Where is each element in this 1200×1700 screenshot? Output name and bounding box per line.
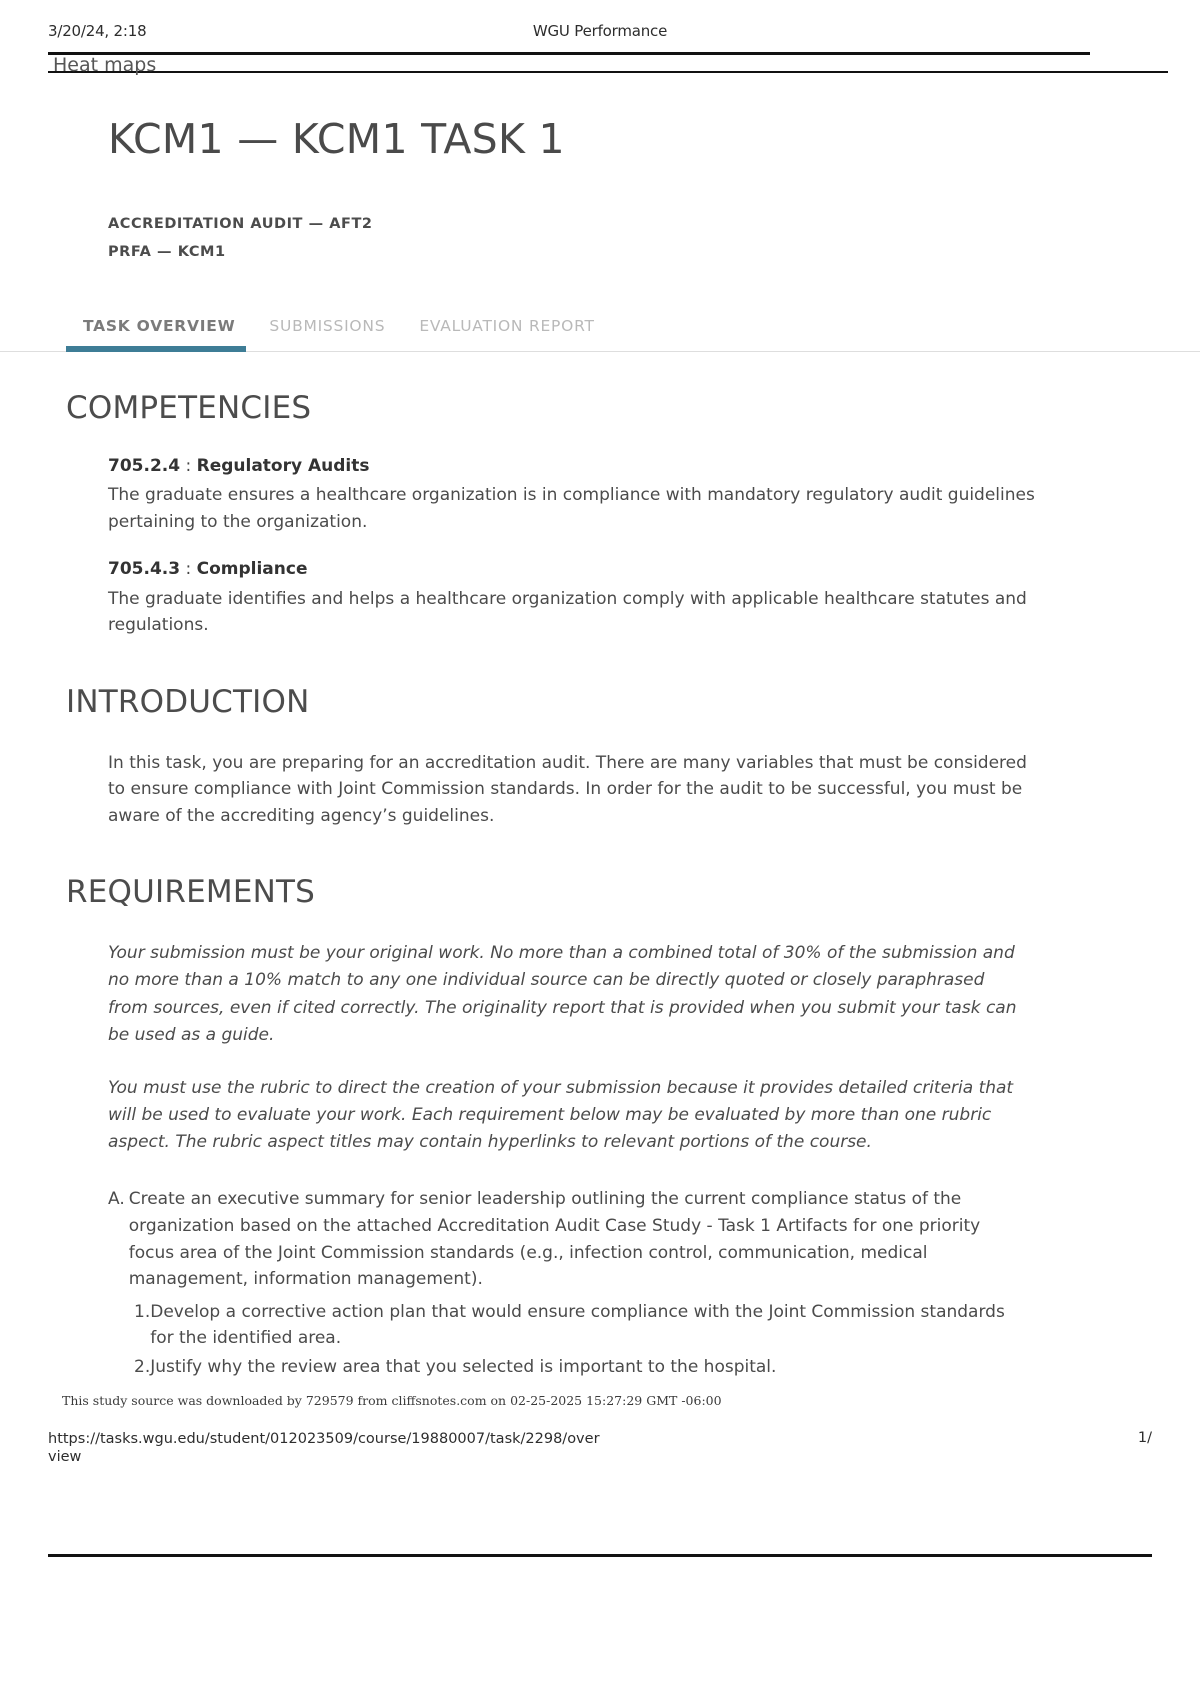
- print-footer: [48, 1430, 1152, 1466]
- introduction-paragraph: In this task, you are preparing for an accreditation audit. There are many variables that must be considered to ensure compliance with Joint Commission standards. In order for the audit to be successful, you must be aware of the accrediting agency’s guidelines.: [108, 752, 1027, 826]
- requirement-subitem-marker: 2.: [134, 1356, 151, 1377]
- competency-title: [108, 454, 1120, 480]
- breadcrumb-label: Heat maps: [53, 55, 157, 75]
- print-header-date: 3/20/24, 2:18: [48, 22, 147, 40]
- requirements-note-originality: Your submission must be your original work. No more than a combined total of 30% of the submission and no more than a 10% match to any one individual source can be directly quoted or closely paraphrased from sources, even if cited correctly. The originality report that is provided when you submit your task can be used as a guide.: [108, 943, 1017, 1045]
- competency-description: The graduate ensures a healthcare organization is in compliance with mandatory regulatory audit guidelines pertaining to the organization.: [108, 485, 1035, 532]
- section-requirements: [0, 829, 1200, 1380]
- requirement-subitem-text: Justify why the review area that you selected is important to the hospital.: [150, 1356, 777, 1377]
- competencies-list: [66, 426, 1200, 639]
- course-subtitle-1: ACCREDITATION AUDIT — AFT2: [108, 216, 373, 233]
- competency-separator: :: [180, 559, 197, 580]
- section-competencies: [0, 352, 1200, 639]
- tab-task-overview[interactable]: TASK OVERVIEW: [83, 316, 236, 335]
- requirement-subitem-text: Develop a corrective action plan that would ensure compliance with the Joint Commission standards for the identified area.: [150, 1301, 1005, 1349]
- section-introduction: [0, 639, 1200, 830]
- footer-divider: [48, 1554, 1152, 1557]
- competency-code: 705.2.4: [108, 455, 181, 476]
- tab-submissions[interactable]: SUBMISSIONS: [269, 316, 386, 335]
- requirement-item-a: [108, 1186, 1120, 1292]
- header-divider-secondary: [48, 71, 1168, 73]
- requirements-heading: REQUIREMENTS: [66, 874, 316, 911]
- competency-code: 705.4.3: [108, 559, 181, 580]
- print-footer-page-number: 1/: [1137, 1430, 1152, 1446]
- requirement-subitem-marker: 1.: [134, 1301, 151, 1322]
- competency-separator: :: [180, 455, 197, 476]
- print-header: [48, 22, 1152, 44]
- print-header-title: WGU Performance: [532, 22, 668, 40]
- competencies-heading: COMPETENCIES: [66, 389, 312, 426]
- requirement-marker: A.: [108, 1189, 125, 1210]
- requirements-note-rubric: You must use the rubric to direct the creation of your submission because it provides detailed criteria that will be used to evaluate your work. Each requirement below may be evaluated by more than one rubric aspect. The rubric aspect titles may contain hyperlinks to relevant portions of the course.: [108, 1077, 1014, 1153]
- requirement-text: Create an executive summary for senior leadership outlining the current compliance status of the organization based on the attached Accreditation Audit Case Study - Task 1 Artifacts for one priority focus area of the Joint Commission standards (e.g., infection control, communication, medical management, information management).: [128, 1189, 981, 1290]
- competency-name: Regulatory Audits: [196, 455, 370, 476]
- course-subtitle-2: PRFA — KCM1: [108, 244, 226, 261]
- tab-bar: [0, 317, 1200, 352]
- tab-evaluation-report[interactable]: EVALUATION REPORT: [419, 316, 595, 335]
- introduction-body: [66, 720, 1200, 830]
- competency-name: Compliance: [196, 559, 308, 580]
- active-tab-indicator: [66, 346, 246, 352]
- requirement-sublist: [108, 1293, 1120, 1381]
- page-title: KCM1 — KCM1 TASK 1: [108, 115, 565, 163]
- requirement-subitem-2: [134, 1352, 1120, 1381]
- competency-title: [108, 557, 1120, 583]
- competency-item: [108, 535, 1120, 639]
- header-divider-primary: [48, 52, 1090, 55]
- page-content: [0, 92, 1200, 1380]
- breadcrumb: [53, 55, 156, 75]
- requirements-body: [66, 910, 1200, 1380]
- requirements-list: [108, 1156, 1120, 1380]
- course-subtitles: [0, 164, 1200, 267]
- competency-item: [108, 426, 1120, 536]
- competency-description: The graduate identifies and helps a healthcare organization comply with applicable healthcare statutes and regulations.: [108, 588, 1027, 636]
- requirement-subitem-1: [134, 1297, 1120, 1352]
- clipped-footer-text: [53, 1466, 383, 1476]
- introduction-heading: INTRODUCTION: [66, 683, 310, 720]
- download-watermark: This study source was downloaded by 729579 from cliffsnotes.com on 02-25-2025 15:27:29 GMT -06:00: [62, 1393, 722, 1408]
- print-footer-url: https://tasks.wgu.edu/student/012023509/course/19880007/task/2298/overview: [48, 1431, 600, 1466]
